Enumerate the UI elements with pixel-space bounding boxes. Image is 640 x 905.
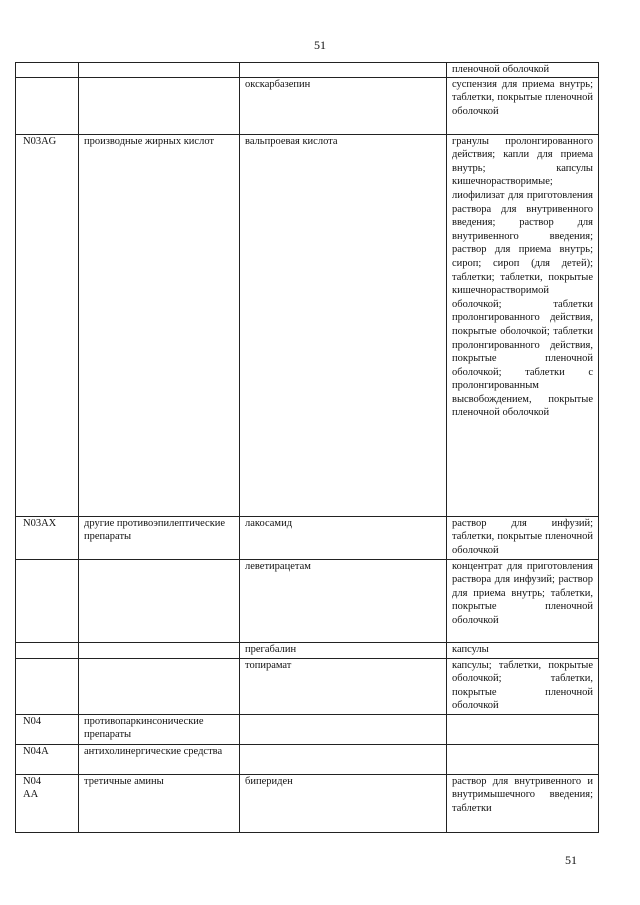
table-row — [16, 134, 599, 516]
group-cell: производные жирных кислот — [79, 134, 240, 516]
dosage-form-cell: пленочной оболочкой — [447, 63, 599, 78]
dosage-form-cell: концентрат для приготовления раствора для инфузий; раствор для приема внутрь; таблетки, покрытые пленочной оболочкой — [447, 559, 599, 642]
page-number-bottom: 51 — [565, 853, 577, 867]
dosage-form-cell — [447, 714, 599, 744]
dosage-form-cell: гранулы пролонгированного действия; капли для приема внутрь; капсулы кишечнорастворимые; лиофилизат для приготовления раствора для внутривенного введения; раствор для внутривенного введения; раствор для приема внутрь; сироп; сироп (для детей); таблетки; таблетки, покрытые кишечнорастворимой оболочкой; таблетки пролонгированного действия, покрытые оболочкой; таблетки пролонгированного действия, покрытые пленочной оболочкой; таблетки с пролонгированным высвобождением, покрытые пленочной оболочкой — [447, 134, 599, 516]
table-row — [16, 744, 599, 774]
dosage-form-cell: капсулы; таблетки, покрытые оболочкой; таблетки, покрытые пленочной оболочкой — [447, 658, 599, 714]
drug-cell: топирамат — [240, 658, 447, 714]
drug-cell: вальпроевая кислота — [240, 134, 447, 516]
drug-cell — [240, 744, 447, 774]
group-cell: антихолинергические средства — [79, 744, 240, 774]
group-cell — [79, 63, 240, 78]
group-cell: третичные амины — [79, 774, 240, 832]
drug-cell: прегабалин — [240, 642, 447, 658]
dosage-form-cell: капсулы — [447, 642, 599, 658]
group-cell: противопаркинсонические препараты — [79, 714, 240, 744]
group-cell — [79, 658, 240, 714]
drug-cell — [240, 714, 447, 744]
atc-code-cell — [16, 658, 79, 714]
table-row — [16, 642, 599, 658]
atc-code-cell — [16, 63, 79, 78]
atc-code-cell: N03AX — [16, 516, 79, 559]
table-row — [16, 63, 599, 78]
atc-code-cell: N04 AA — [16, 774, 79, 832]
drug-table — [15, 62, 599, 833]
table-row — [16, 658, 599, 714]
atc-code-cell — [16, 642, 79, 658]
atc-code-cell: N04A — [16, 744, 79, 774]
page-number-top: 51 — [314, 38, 326, 52]
drug-cell: лакосамид — [240, 516, 447, 559]
dosage-form-cell: раствор для внутривенного и внутримышечного введения; таблетки — [447, 774, 599, 832]
table-row — [16, 516, 599, 559]
group-cell: другие противоэпилептические препараты — [79, 516, 240, 559]
group-cell — [79, 559, 240, 642]
drug-cell: бипериден — [240, 774, 447, 832]
atc-code-cell — [16, 559, 79, 642]
atc-code-cell: N03AG — [16, 134, 79, 516]
dosage-form-cell: раствор для инфузий; таблетки, покрытые пленочной оболочкой — [447, 516, 599, 559]
drug-cell: окскарбазепин — [240, 77, 447, 134]
group-cell — [79, 77, 240, 134]
drug-cell — [240, 63, 447, 78]
dosage-form-cell — [447, 744, 599, 774]
table-row — [16, 774, 599, 832]
table-row — [16, 77, 599, 134]
drug-cell: леветирацетам — [240, 559, 447, 642]
atc-code-cell: N04 — [16, 714, 79, 744]
group-cell — [79, 642, 240, 658]
table-row — [16, 714, 599, 744]
atc-code-cell — [16, 77, 79, 134]
dosage-form-cell: суспензия для приема внутрь; таблетки, покрытые пленочной оболочкой — [447, 77, 599, 134]
table-row — [16, 559, 599, 642]
